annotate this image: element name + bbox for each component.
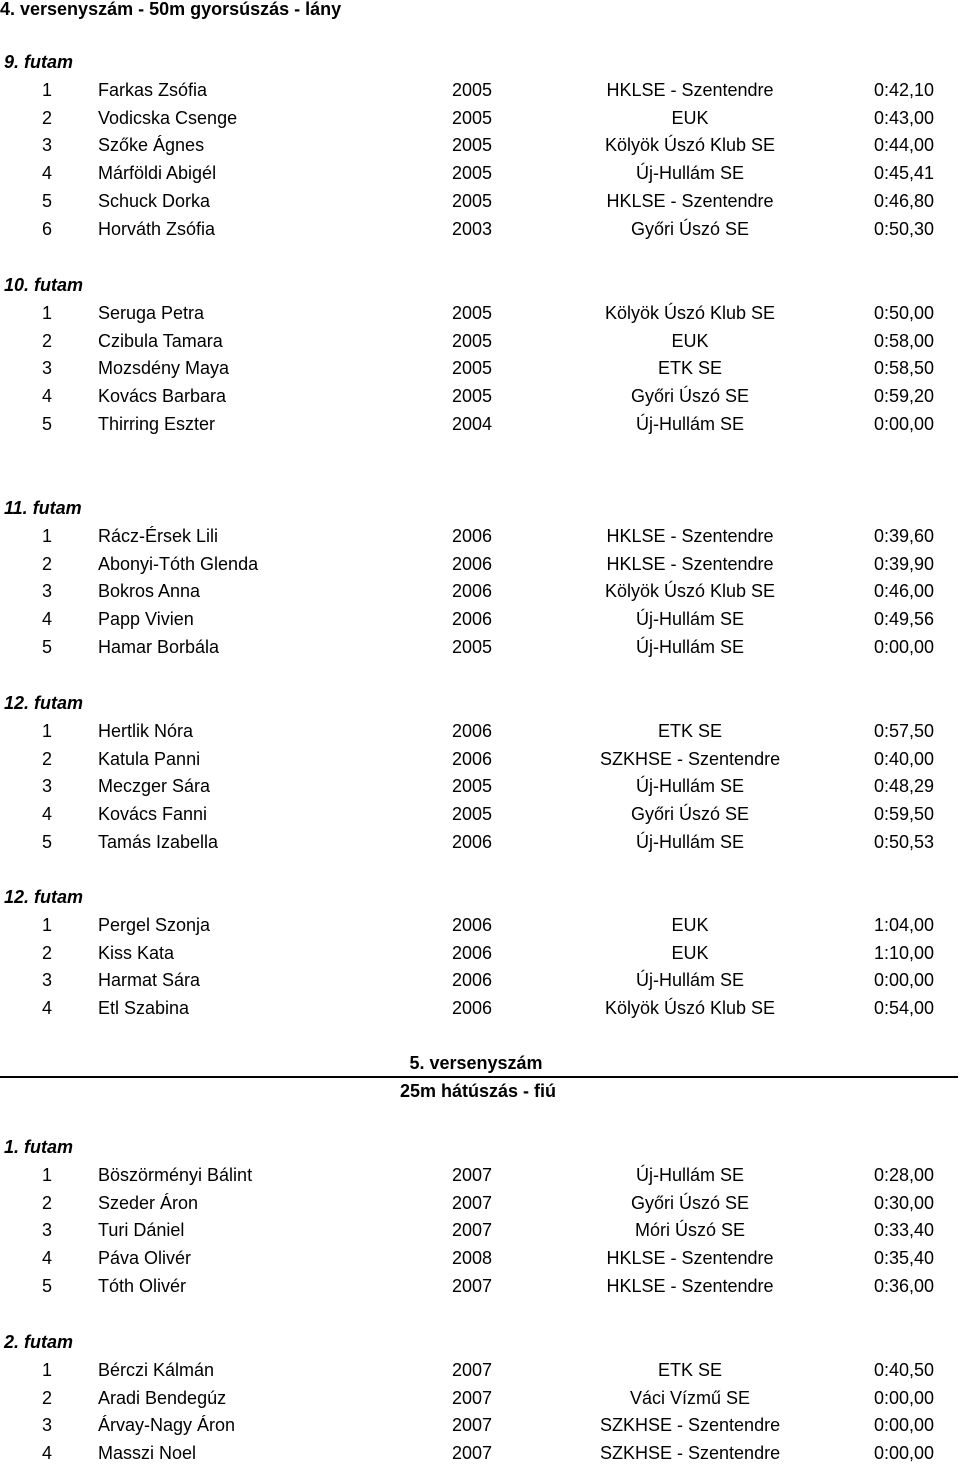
- place-cell: 1: [42, 1164, 53, 1185]
- club-cell: EUK: [671, 914, 709, 935]
- place-cell: 3: [42, 1220, 53, 1241]
- place-cell: 2: [42, 942, 53, 963]
- year-cell: 2005: [452, 776, 493, 797]
- club-cell: Új-Hullám SE: [635, 1164, 745, 1185]
- time-cell: 0:59,20: [873, 386, 934, 407]
- name-cell: Seruga Petra: [98, 302, 205, 323]
- result-row: [0, 801, 960, 827]
- time-cell: 0:36,00: [873, 1276, 934, 1296]
- name-cell: Thirring Eszter: [98, 414, 216, 434]
- place-cell: 1: [42, 720, 53, 741]
- place-cell: 3: [42, 358, 53, 379]
- event-name: 25m hátúszás - fiú: [399, 1081, 557, 1101]
- result-row: [0, 355, 960, 381]
- result-row: [0, 105, 960, 131]
- club-cell: Új-Hullám SE: [635, 637, 745, 657]
- result-row: [0, 718, 960, 744]
- name-cell: Pergel Szonja: [98, 914, 211, 935]
- club-cell: Új-Hullám SE: [635, 776, 745, 797]
- place-cell: 2: [42, 748, 53, 769]
- time-cell: 0:40,50: [873, 1359, 934, 1380]
- club-cell: Váci Vízmű SE: [629, 1387, 751, 1408]
- result-row: [0, 1357, 960, 1383]
- time-cell: 0:33,40: [873, 1220, 934, 1241]
- year-cell: 2004: [452, 414, 493, 434]
- year-cell: 2007: [452, 1359, 493, 1380]
- result-row: [0, 523, 960, 549]
- time-cell: 0:50,53: [873, 832, 934, 852]
- name-cell: Rácz-Érsek Lili: [98, 525, 219, 546]
- name-cell: Katula Panni: [98, 748, 201, 769]
- name-cell: Farkas Zsófia: [98, 79, 208, 100]
- club-cell: HKLSE - Szentendre: [606, 1276, 774, 1296]
- club-cell: Új-Hullám SE: [635, 970, 745, 991]
- time-cell: 0:00,00: [873, 414, 934, 434]
- result-row: [0, 77, 960, 103]
- name-cell: Bérczi Kálmán: [98, 1359, 215, 1380]
- name-cell: Czibula Tamara: [98, 330, 223, 351]
- time-cell: 1:10,00: [873, 942, 934, 963]
- result-row: [0, 1245, 960, 1271]
- name-cell: Schuck Dorka: [98, 191, 211, 211]
- club-cell: SZKHSE - Szentendre: [600, 1415, 781, 1436]
- year-cell: 2006: [452, 553, 493, 574]
- year-cell: 2005: [452, 302, 493, 323]
- result-row: [0, 1190, 960, 1216]
- club-cell: Móri Úszó SE: [634, 1220, 746, 1241]
- result-row: [0, 1412, 960, 1438]
- club-cell: Új-Hullám SE: [635, 832, 745, 852]
- year-cell: 2006: [452, 914, 493, 935]
- event-title: 4. versenyszám - 50m gyorsúszás - lány: [0, 0, 342, 19]
- place-cell: 3: [42, 776, 53, 797]
- time-cell: 0:39,60: [873, 525, 934, 546]
- heat-title: [0, 1329, 960, 1355]
- result-row: [0, 967, 960, 993]
- result-row: [0, 606, 960, 632]
- year-cell: 2007: [452, 1387, 493, 1408]
- year-cell: 2005: [452, 330, 493, 351]
- heat-title: [0, 884, 960, 910]
- name-cell: Horváth Zsófia: [98, 218, 216, 239]
- year-cell: 2006: [452, 942, 493, 963]
- year-cell: 2003: [452, 218, 493, 239]
- place-cell: 4: [42, 804, 53, 825]
- name-cell: Mozsdény Maya: [98, 358, 230, 379]
- club-cell: HKLSE - Szentendre: [606, 79, 774, 100]
- result-row: [0, 1217, 960, 1243]
- club-cell: SZKHSE - Szentendre: [600, 1443, 781, 1464]
- heat-title: [0, 690, 960, 716]
- time-cell: 0:30,00: [873, 1192, 934, 1213]
- place-cell: 4: [42, 609, 53, 630]
- place-cell: 3: [42, 135, 53, 156]
- year-cell: 2005: [452, 804, 493, 825]
- heat-title: [0, 1134, 960, 1160]
- heat-title: [0, 495, 960, 521]
- name-cell: Aradi Bendegúz: [98, 1387, 227, 1408]
- time-cell: 0:00,00: [873, 1387, 934, 1408]
- name-cell: Árvay-Nagy Áron: [98, 1415, 236, 1436]
- year-cell: 2007: [452, 1164, 493, 1185]
- time-cell: 0:49,56: [873, 609, 934, 630]
- year-cell: 2007: [452, 1192, 493, 1213]
- place-cell: 2: [42, 330, 53, 351]
- club-cell: HKLSE - Szentendre: [606, 525, 774, 546]
- heat-title-text: 1. futam: [4, 1137, 74, 1157]
- place-cell: 4: [42, 386, 53, 407]
- club-cell: EUK: [671, 107, 709, 128]
- name-cell: Tamás Izabella: [98, 832, 219, 852]
- place-cell: 3: [42, 581, 53, 602]
- club-cell: Kölyök Úszó Klub SE: [604, 302, 776, 323]
- place-cell: 3: [42, 1415, 53, 1436]
- result-row: [0, 1385, 960, 1411]
- time-cell: 0:59,50: [873, 804, 934, 825]
- place-cell: 2: [42, 553, 53, 574]
- place-cell: 6: [42, 218, 53, 239]
- result-row: [0, 773, 960, 799]
- club-cell: Új-Hullám SE: [635, 414, 745, 434]
- name-cell: Meczger Sára: [98, 776, 211, 797]
- heat-title-text: 12. futam: [4, 693, 84, 713]
- name-cell: Böszörményi Bálint: [98, 1164, 253, 1185]
- time-cell: 0:57,50: [873, 720, 934, 741]
- year-cell: 2007: [452, 1276, 493, 1296]
- club-cell: Kölyök Úszó Klub SE: [604, 581, 776, 602]
- time-cell: 0:40,00: [873, 748, 934, 769]
- name-cell: Hertlik Nóra: [98, 720, 194, 741]
- time-cell: 0:00,00: [873, 637, 934, 657]
- name-cell: Kiss Kata: [98, 942, 175, 963]
- place-cell: 3: [42, 970, 53, 991]
- name-cell: Masszi Noel: [98, 1443, 197, 1464]
- result-row: [0, 1440, 960, 1466]
- club-cell: Új-Hullám SE: [635, 163, 745, 184]
- year-cell: 2005: [452, 107, 493, 128]
- year-cell: 2006: [452, 581, 493, 602]
- time-cell: 0:39,90: [873, 553, 934, 574]
- time-cell: 0:00,00: [873, 1443, 934, 1464]
- place-cell: 1: [42, 1359, 53, 1380]
- year-cell: 2005: [452, 135, 493, 156]
- place-cell: 1: [42, 79, 53, 100]
- year-cell: 2005: [452, 191, 493, 211]
- name-cell: Bokros Anna: [98, 581, 201, 602]
- time-cell: 0:50,30: [873, 218, 934, 239]
- year-cell: 2008: [452, 1248, 493, 1269]
- club-cell: Győri Úszó SE: [630, 218, 750, 239]
- year-cell: 2005: [452, 79, 493, 100]
- place-cell: 5: [42, 637, 53, 657]
- name-cell: Hamar Borbála: [98, 637, 220, 657]
- heat-title-text: 11. futam: [4, 498, 82, 518]
- time-cell: 0:54,00: [873, 998, 934, 1019]
- year-cell: 2007: [452, 1220, 493, 1241]
- result-row: [0, 578, 960, 604]
- time-cell: 0:28,00: [873, 1164, 934, 1185]
- year-cell: 2006: [452, 609, 493, 630]
- result-row: [0, 912, 960, 938]
- club-cell: Kölyök Úszó Klub SE: [604, 135, 776, 156]
- club-cell: SZKHSE - Szentendre: [600, 748, 781, 769]
- year-cell: 2007: [452, 1415, 493, 1436]
- time-cell: 0:45,41: [873, 163, 934, 184]
- place-cell: 4: [42, 163, 53, 184]
- year-cell: 2005: [452, 386, 493, 407]
- club-cell: Győri Úszó SE: [630, 804, 750, 825]
- result-row: [0, 746, 960, 772]
- name-cell: Abonyi-Tóth Glenda: [98, 553, 259, 574]
- club-cell: ETK SE: [657, 720, 723, 741]
- year-cell: 2006: [452, 970, 493, 991]
- time-cell: 0:00,00: [873, 1415, 934, 1436]
- heat-title: [0, 49, 960, 75]
- place-cell: 5: [42, 832, 53, 852]
- event-number: 5. versenyszám: [409, 1053, 543, 1073]
- year-cell: 2007: [452, 1443, 493, 1464]
- result-row: [0, 188, 960, 214]
- club-cell: EUK: [671, 330, 709, 351]
- time-cell: 0:35,40: [873, 1248, 934, 1269]
- place-cell: 4: [42, 1248, 53, 1269]
- place-cell: 5: [42, 191, 53, 211]
- result-row: [0, 1273, 960, 1299]
- name-cell: Szőke Ágnes: [98, 135, 205, 156]
- result-row: [0, 300, 960, 326]
- club-cell: ETK SE: [657, 1359, 723, 1380]
- result-row: [0, 411, 960, 437]
- result-row: [0, 132, 960, 158]
- name-cell: Turi Dániel: [98, 1220, 185, 1241]
- heat-title-text: 2. futam: [4, 1332, 74, 1352]
- time-cell: 0:00,00: [873, 970, 934, 991]
- name-cell: Papp Vivien: [98, 609, 194, 630]
- name-cell: Kovács Fanni: [98, 804, 208, 825]
- result-row: [0, 634, 960, 660]
- place-cell: 4: [42, 1443, 53, 1464]
- time-cell: 0:58,00: [873, 330, 934, 351]
- club-cell: Győri Úszó SE: [630, 1192, 750, 1213]
- club-cell: HKLSE - Szentendre: [606, 553, 774, 574]
- result-row: [0, 940, 960, 966]
- year-cell: 2006: [452, 720, 493, 741]
- heat-title: [0, 272, 960, 298]
- place-cell: 1: [42, 525, 53, 546]
- year-cell: 2005: [452, 358, 493, 379]
- place-cell: 4: [42, 998, 53, 1019]
- club-cell: Új-Hullám SE: [635, 609, 745, 630]
- club-cell: HKLSE - Szentendre: [606, 1248, 774, 1269]
- name-cell: Szeder Áron: [98, 1192, 199, 1213]
- place-cell: 2: [42, 1387, 53, 1408]
- time-cell: 0:58,50: [873, 358, 934, 379]
- result-row: [0, 551, 960, 577]
- result-row: [0, 216, 960, 242]
- club-cell: Kölyök Úszó Klub SE: [604, 998, 776, 1019]
- name-cell: Etl Szabina: [98, 998, 190, 1019]
- club-cell: ETK SE: [657, 358, 723, 379]
- year-cell: 2005: [452, 163, 493, 184]
- name-cell: Harmat Sára: [98, 970, 201, 991]
- result-row: [0, 995, 960, 1021]
- result-row: [0, 328, 960, 354]
- club-cell: HKLSE - Szentendre: [606, 191, 774, 211]
- name-cell: Kovács Barbara: [98, 386, 227, 407]
- time-cell: 0:43,00: [873, 107, 934, 128]
- name-cell: Vodicska Csenge: [98, 107, 238, 128]
- place-cell: 5: [42, 1276, 53, 1296]
- year-cell: 2006: [452, 998, 493, 1019]
- time-cell: 1:04,00: [873, 914, 934, 935]
- time-cell: 0:44,00: [873, 135, 934, 156]
- place-cell: 5: [42, 414, 53, 434]
- club-cell: Győri Úszó SE: [630, 386, 750, 407]
- year-cell: 2006: [452, 748, 493, 769]
- result-row: [0, 383, 960, 409]
- result-row: [0, 829, 960, 855]
- time-cell: 0:48,29: [873, 776, 934, 797]
- place-cell: 1: [42, 302, 53, 323]
- time-cell: 0:46,80: [873, 191, 934, 211]
- year-cell: 2006: [452, 525, 493, 546]
- place-cell: 2: [42, 1192, 53, 1213]
- year-cell: 2006: [452, 832, 493, 852]
- name-cell: Páva Olivér: [98, 1248, 192, 1269]
- club-cell: EUK: [671, 942, 709, 963]
- time-cell: 0:50,00: [873, 302, 934, 323]
- heat-title-text: 9. futam: [4, 52, 74, 72]
- heat-title-text: 12. futam: [4, 887, 84, 907]
- heat-title-text: 10. futam: [4, 275, 84, 295]
- name-cell: Márföldi Abigél: [98, 163, 217, 184]
- result-row: [0, 160, 960, 186]
- place-cell: 1: [42, 914, 53, 935]
- year-cell: 2005: [452, 637, 493, 657]
- place-cell: 2: [42, 107, 53, 128]
- time-cell: 0:46,00: [873, 581, 934, 602]
- result-row: [0, 1162, 960, 1188]
- time-cell: 0:42,10: [873, 79, 934, 100]
- name-cell: Tóth Olivér: [98, 1276, 187, 1296]
